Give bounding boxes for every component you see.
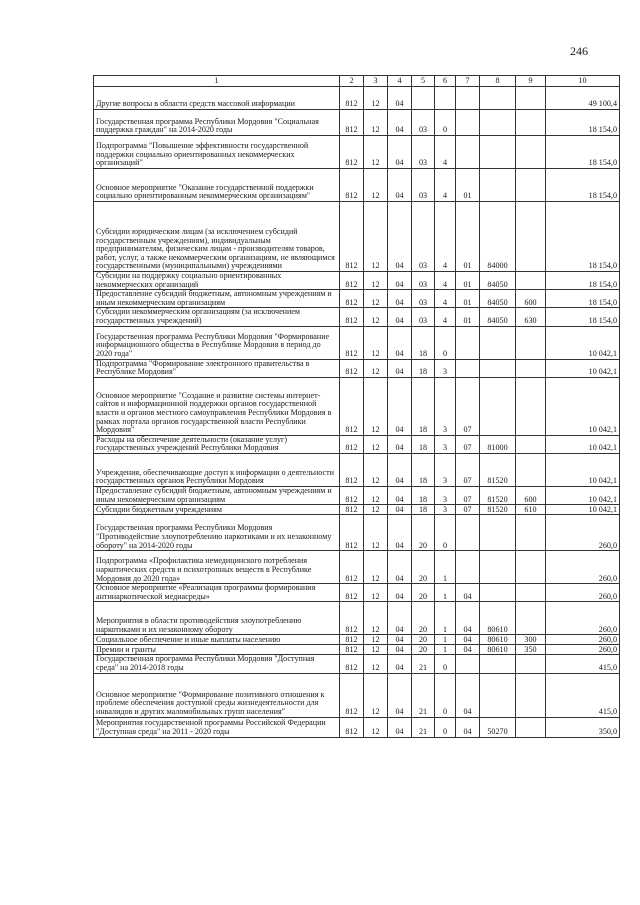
column-header: 9	[516, 76, 546, 87]
code-cell: 20	[412, 635, 435, 645]
code-cell	[516, 326, 546, 359]
code-cell: 20	[412, 551, 435, 584]
code-cell	[480, 655, 516, 673]
code-cell: 18	[412, 377, 435, 435]
code-cell: 630	[516, 308, 546, 326]
code-cell: 812	[340, 169, 364, 202]
code-cell: 80610	[480, 635, 516, 645]
code-cell	[480, 110, 516, 136]
code-cell	[456, 359, 480, 377]
code-cell: 3	[435, 377, 456, 435]
code-cell: 12	[364, 486, 388, 504]
code-cell: 12	[364, 326, 388, 359]
code-cell: 04	[388, 551, 412, 584]
code-cell: 3	[435, 359, 456, 377]
amount-cell: 260,0	[546, 515, 620, 551]
code-cell: 01	[456, 290, 480, 308]
row-name: Основное мероприятие "Создание и развитие системы интернет-сайтов и информационной поддержки органов государственной власти и органов местного самоуправления Республики Мордовия в рамках портала органов государственной власти Республики Мордовия"	[94, 377, 340, 435]
code-cell: 812	[340, 435, 364, 453]
code-cell: 80610	[480, 602, 516, 635]
code-cell: 0	[435, 515, 456, 551]
code-cell	[516, 377, 546, 435]
table-row	[94, 551, 620, 584]
code-cell: 04	[388, 453, 412, 486]
code-cell: 12	[364, 359, 388, 377]
code-cell: 3	[435, 486, 456, 504]
table-row	[94, 673, 620, 717]
amount-cell: 415,0	[546, 673, 620, 717]
code-cell	[480, 169, 516, 202]
code-cell: 20	[412, 645, 435, 655]
code-cell: 18	[412, 326, 435, 359]
table-row	[94, 87, 620, 110]
code-cell: 84050	[480, 308, 516, 326]
code-cell: 812	[340, 673, 364, 717]
column-header: 6	[435, 76, 456, 87]
table-row	[94, 486, 620, 504]
code-cell: 12	[364, 435, 388, 453]
amount-cell: 10 042,1	[546, 359, 620, 377]
code-cell: 84050	[480, 290, 516, 308]
code-cell: 04	[388, 110, 412, 136]
code-cell: 300	[516, 635, 546, 645]
amount-cell: 260,0	[546, 584, 620, 602]
code-cell	[480, 377, 516, 435]
code-cell: 04	[388, 584, 412, 602]
code-cell: 812	[340, 584, 364, 602]
code-cell: 21	[412, 673, 435, 717]
code-cell	[480, 136, 516, 169]
page-number: 246	[570, 44, 588, 58]
code-cell: 04	[388, 505, 412, 515]
code-cell: 3	[435, 435, 456, 453]
code-cell	[456, 551, 480, 584]
row-name: Расходы на обеспечение деятельности (оказание услуг) государственных учреждений Республики Мордовия	[94, 435, 340, 453]
code-cell: 04	[388, 272, 412, 290]
code-cell: 04	[388, 486, 412, 504]
code-cell	[516, 110, 546, 136]
code-cell: 4	[435, 202, 456, 272]
amount-cell: 10 042,1	[546, 486, 620, 504]
code-cell	[435, 87, 456, 110]
code-cell: 12	[364, 717, 388, 737]
code-cell: 04	[388, 645, 412, 655]
amount-cell: 18 154,0	[546, 272, 620, 290]
table-row	[94, 717, 620, 737]
code-cell: 12	[364, 290, 388, 308]
table-row	[94, 505, 620, 515]
code-cell	[516, 169, 546, 202]
code-cell: 4	[435, 290, 456, 308]
code-cell: 0	[435, 673, 456, 717]
column-header: 4	[388, 76, 412, 87]
code-cell: 812	[340, 551, 364, 584]
code-cell	[516, 584, 546, 602]
code-cell: 12	[364, 272, 388, 290]
code-cell: 600	[516, 290, 546, 308]
code-cell: 18	[412, 453, 435, 486]
amount-cell: 10 042,1	[546, 453, 620, 486]
code-cell: 04	[388, 308, 412, 326]
code-cell: 812	[340, 136, 364, 169]
column-header: 5	[412, 76, 435, 87]
column-header: 2	[340, 76, 364, 87]
code-cell: 04	[388, 655, 412, 673]
code-cell: 610	[516, 505, 546, 515]
code-cell: 07	[456, 486, 480, 504]
code-cell: 12	[364, 655, 388, 673]
code-cell: 81000	[480, 435, 516, 453]
row-name: Основное мероприятие "Формирование позитивного отношения к проблеме обеспечения доступной среды жизнедеятельности для инвалидов и других маломобильных групп населения"	[94, 673, 340, 717]
code-cell: 0	[435, 655, 456, 673]
code-cell	[516, 717, 546, 737]
code-cell: 12	[364, 551, 388, 584]
code-cell: 1	[435, 645, 456, 655]
amount-cell: 260,0	[546, 602, 620, 635]
code-cell: 812	[340, 505, 364, 515]
code-cell	[456, 326, 480, 359]
code-cell: 4	[435, 272, 456, 290]
table-row	[94, 169, 620, 202]
code-cell: 84000	[480, 202, 516, 272]
amount-cell: 10 042,1	[546, 435, 620, 453]
row-name: Государственная программа Республики Мордовия "Социальная поддержка граждан" на 2014-2020 годы	[94, 110, 340, 136]
row-name: Предоставление субсидий бюджетным, автономным учреждениям и иным некоммерческим организациям	[94, 290, 340, 308]
code-cell: 03	[412, 110, 435, 136]
code-cell: 12	[364, 673, 388, 717]
code-cell: 812	[340, 377, 364, 435]
code-cell: 04	[456, 635, 480, 645]
code-cell: 12	[364, 635, 388, 645]
code-cell	[480, 87, 516, 110]
table-row	[94, 515, 620, 551]
table-row	[94, 453, 620, 486]
code-cell: 812	[340, 290, 364, 308]
table-row	[94, 326, 620, 359]
code-cell: 01	[456, 308, 480, 326]
code-cell: 1	[435, 551, 456, 584]
code-cell: 04	[388, 435, 412, 453]
code-cell: 12	[364, 584, 388, 602]
table-row	[94, 377, 620, 435]
code-cell: 21	[412, 717, 435, 737]
table-row	[94, 359, 620, 377]
column-header: 8	[480, 76, 516, 87]
code-cell: 04	[388, 87, 412, 110]
code-cell: 3	[435, 453, 456, 486]
code-cell: 812	[340, 645, 364, 655]
header-row	[94, 76, 620, 87]
code-cell: 812	[340, 635, 364, 645]
code-cell: 50270	[480, 717, 516, 737]
budget-table	[93, 75, 620, 738]
row-name: Премии и гранты	[94, 645, 340, 655]
code-cell: 12	[364, 202, 388, 272]
row-name: Субсидии на поддержку социально ориентированных некоммерческих организаций	[94, 272, 340, 290]
code-cell	[516, 136, 546, 169]
code-cell: 04	[456, 645, 480, 655]
code-cell	[456, 110, 480, 136]
code-cell: 812	[340, 87, 364, 110]
code-cell: 20	[412, 602, 435, 635]
amount-cell: 10 042,1	[546, 326, 620, 359]
code-cell: 0	[435, 717, 456, 737]
code-cell	[516, 453, 546, 486]
code-cell: 4	[435, 169, 456, 202]
code-cell: 04	[456, 602, 480, 635]
code-cell	[516, 202, 546, 272]
code-cell: 812	[340, 602, 364, 635]
amount-cell: 49 100,4	[546, 87, 620, 110]
table-row	[94, 110, 620, 136]
code-cell: 12	[364, 645, 388, 655]
row-name: Подпрограмма "Повышение эффективности государственной поддержки социально ориентированных некоммерческих организаций"	[94, 136, 340, 169]
amount-cell: 260,0	[546, 635, 620, 645]
code-cell: 12	[364, 110, 388, 136]
code-cell	[480, 673, 516, 717]
code-cell	[480, 584, 516, 602]
amount-cell: 350,0	[546, 717, 620, 737]
amount-cell: 415,0	[546, 655, 620, 673]
amount-cell: 18 154,0	[546, 136, 620, 169]
code-cell: 812	[340, 515, 364, 551]
code-cell: 18	[412, 486, 435, 504]
code-cell: 04	[456, 673, 480, 717]
code-cell: 20	[412, 515, 435, 551]
code-cell: 04	[388, 326, 412, 359]
code-cell: 07	[456, 377, 480, 435]
amount-cell: 18 154,0	[546, 290, 620, 308]
code-cell: 600	[516, 486, 546, 504]
code-cell: 812	[340, 486, 364, 504]
code-cell	[480, 515, 516, 551]
code-cell	[516, 673, 546, 717]
code-cell: 0	[435, 110, 456, 136]
table-row	[94, 635, 620, 645]
code-cell: 07	[456, 505, 480, 515]
amount-cell: 18 154,0	[546, 169, 620, 202]
row-name: Другие вопросы в области средств массовой информации	[94, 87, 340, 110]
code-cell: 12	[364, 602, 388, 635]
code-cell: 03	[412, 169, 435, 202]
column-header: 10	[546, 76, 620, 87]
code-cell: 01	[456, 169, 480, 202]
code-cell: 1	[435, 602, 456, 635]
code-cell	[516, 272, 546, 290]
row-name: Социальное обеспечение и иные выплаты населению	[94, 635, 340, 645]
row-name: Мероприятия в области противодействия злоупотреблению наркотиками и их незаконному обороту	[94, 602, 340, 635]
code-cell: 04	[388, 359, 412, 377]
code-cell: 812	[340, 110, 364, 136]
code-cell	[456, 87, 480, 110]
table-row	[94, 136, 620, 169]
code-cell	[516, 435, 546, 453]
amount-cell: 18 154,0	[546, 110, 620, 136]
code-cell: 03	[412, 136, 435, 169]
amount-cell: 260,0	[546, 551, 620, 584]
code-cell: 12	[364, 308, 388, 326]
code-cell: 04	[388, 515, 412, 551]
row-name: Учреждения, обеспечивающие доступ к информации о деятельности государственных органов Республики Мордовия	[94, 453, 340, 486]
code-cell: 12	[364, 169, 388, 202]
code-cell: 812	[340, 308, 364, 326]
code-cell: 12	[364, 87, 388, 110]
code-cell: 04	[388, 290, 412, 308]
amount-cell: 18 154,0	[546, 308, 620, 326]
code-cell: 812	[340, 453, 364, 486]
code-cell: 18	[412, 505, 435, 515]
row-name: Государственная программа Республики Мордовия "Доступная среда" на 2014-2018 годы	[94, 655, 340, 673]
code-cell: 12	[364, 136, 388, 169]
code-cell	[480, 359, 516, 377]
code-cell: 04	[388, 635, 412, 645]
code-cell: 07	[456, 453, 480, 486]
code-cell: 04	[388, 136, 412, 169]
code-cell: 01	[456, 202, 480, 272]
code-cell: 18	[412, 359, 435, 377]
code-cell: 04	[456, 717, 480, 737]
table-row	[94, 290, 620, 308]
row-name: Субсидии юридическим лицам (за исключением субсидий государственным учреждениям), индивидуальным предпринимателям, физическим лицам - производителям товаров, работ, услуг, а также некоммерческим организациям, не являющимся государственными (муниципальными) учреждениями	[94, 202, 340, 272]
code-cell: 03	[412, 272, 435, 290]
row-name: Основное мероприятие "Оказание государственной поддержки социально ориентированным некоммерческим организациям"	[94, 169, 340, 202]
code-cell	[412, 87, 435, 110]
amount-cell: 10 042,1	[546, 505, 620, 515]
code-cell: 01	[456, 272, 480, 290]
code-cell: 3	[435, 505, 456, 515]
code-cell: 812	[340, 655, 364, 673]
code-cell: 18	[412, 435, 435, 453]
amount-cell: 260,0	[546, 645, 620, 655]
table-row	[94, 308, 620, 326]
row-name: Мероприятия государственной программы Российской Федерации "Доступная среда" на 2011 - 2020 годы	[94, 717, 340, 737]
code-cell	[516, 515, 546, 551]
code-cell: 03	[412, 290, 435, 308]
code-cell: 20	[412, 584, 435, 602]
column-header: 1	[94, 76, 340, 87]
code-cell: 04	[456, 584, 480, 602]
row-name: Подпрограмма "Формирование электронного правительства в Республике Мордовия"	[94, 359, 340, 377]
code-cell: 1	[435, 584, 456, 602]
code-cell: 0	[435, 326, 456, 359]
table-row	[94, 202, 620, 272]
code-cell: 80610	[480, 645, 516, 655]
code-cell: 4	[435, 308, 456, 326]
code-cell: 12	[364, 377, 388, 435]
row-name: Субсидии некоммерческим организациям (за исключением государственных учреждений)	[94, 308, 340, 326]
code-cell: 812	[340, 359, 364, 377]
code-cell: 12	[364, 505, 388, 515]
code-cell: 81520	[480, 486, 516, 504]
code-cell	[516, 602, 546, 635]
code-cell: 12	[364, 453, 388, 486]
code-cell: 1	[435, 635, 456, 645]
row-name: Субсидии бюджетным учреждениям	[94, 505, 340, 515]
code-cell	[516, 655, 546, 673]
row-name: Подпрограмма «Профилактика немедицинского потребления наркотических средств и психотропных веществ в Республике Мордовия до 2020 года»	[94, 551, 340, 584]
code-cell: 04	[388, 673, 412, 717]
code-cell: 03	[412, 308, 435, 326]
code-cell	[516, 551, 546, 584]
code-cell: 350	[516, 645, 546, 655]
code-cell	[456, 655, 480, 673]
code-cell: 812	[340, 717, 364, 737]
code-cell: 12	[364, 515, 388, 551]
row-name: Государственная программа Республики Мордовия "Формирование информационного общества в Республике Мордовия в период до 2020 года"	[94, 326, 340, 359]
code-cell: 84050	[480, 272, 516, 290]
code-cell: 04	[388, 202, 412, 272]
code-cell: 07	[456, 435, 480, 453]
code-cell: 81520	[480, 505, 516, 515]
code-cell	[456, 515, 480, 551]
code-cell: 04	[388, 602, 412, 635]
code-cell: 812	[340, 326, 364, 359]
table-row	[94, 602, 620, 635]
code-cell: 04	[388, 717, 412, 737]
table-row	[94, 645, 620, 655]
code-cell	[516, 87, 546, 110]
amount-cell: 18 154,0	[546, 202, 620, 272]
code-cell	[456, 136, 480, 169]
amount-cell: 10 042,1	[546, 377, 620, 435]
code-cell: 4	[435, 136, 456, 169]
row-name: Основное мероприятие «Реализация программы формирования антинаркотической медиасреды»	[94, 584, 340, 602]
code-cell: 81520	[480, 453, 516, 486]
row-name: Предоставление субсидий бюджетным, автономным учреждениям и иным некоммерческим организациям	[94, 486, 340, 504]
code-cell: 812	[340, 202, 364, 272]
code-cell: 04	[388, 377, 412, 435]
code-cell: 03	[412, 202, 435, 272]
column-header: 7	[456, 76, 480, 87]
table-row	[94, 584, 620, 602]
code-cell: 812	[340, 272, 364, 290]
code-cell	[480, 551, 516, 584]
code-cell	[480, 326, 516, 359]
code-cell	[516, 359, 546, 377]
table-row	[94, 272, 620, 290]
row-name: Государственная программа Республики Мордовия "Противодействие злоупотреблению наркотиками и их незаконному обороту" на 2014-2020 годы	[94, 515, 340, 551]
table-row	[94, 655, 620, 673]
code-cell: 04	[388, 169, 412, 202]
table-row	[94, 435, 620, 453]
code-cell: 21	[412, 655, 435, 673]
column-header: 3	[364, 76, 388, 87]
